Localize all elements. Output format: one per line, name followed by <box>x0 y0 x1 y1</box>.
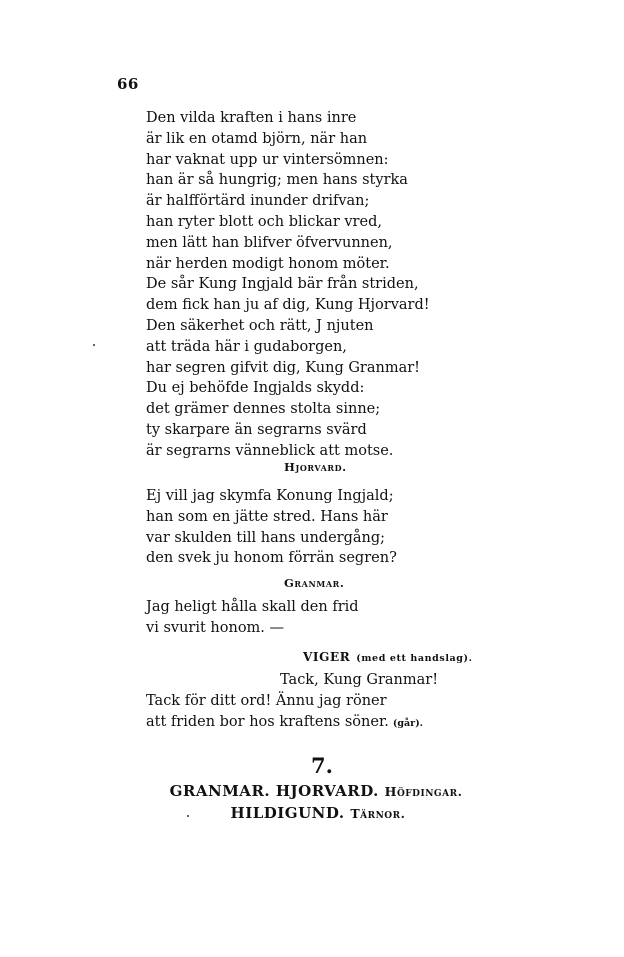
verse-block-3 <box>146 597 359 639</box>
verse-line: har segren gifvit dig, Kung Granmar! <box>146 359 420 376</box>
speaker-heading-hjorvard: Hjorvard. <box>284 460 347 474</box>
cast-group: Tärnor. <box>350 806 406 821</box>
verse-line: Ej vill jag skymfa Konung Ingjald; <box>146 488 394 504</box>
verse-line: har vaknat upp ur vintersömnen: <box>146 151 389 168</box>
speaker-heading-viger <box>303 650 473 664</box>
verse-line <box>146 712 423 735</box>
verse-line: han som en jätte stred. Hans här <box>146 508 388 525</box>
verse-line: är segrarns vänneblick att motse. <box>146 442 394 459</box>
speaker-heading-granmar: Granmar. <box>284 576 345 590</box>
verse-line: De sår Kung Ingjald bär från striden, <box>146 276 419 293</box>
verse-line: ty skarpare än segrarns svärd <box>146 421 367 438</box>
verse-block-2 <box>146 486 397 569</box>
cast-list-line-1 <box>4 782 624 800</box>
speaker-name: VIGER <box>303 650 351 664</box>
verse-line: är lik en otamd björn, när han <box>146 130 368 147</box>
cast-list-line-2 <box>6 804 624 822</box>
verse-line: Tack för ditt ord! Ännu jag röner <box>146 693 387 709</box>
verse-line: han ryter blott och blickar vred, <box>146 213 382 230</box>
verse-line: han är så hungrig; men hans styrka <box>146 172 408 189</box>
verse-block-1 <box>146 108 430 462</box>
verse-line: att träda här i gudaborgen, <box>146 338 347 355</box>
verse-line: den svek ju honom förrän segren? <box>146 550 397 567</box>
verse-line: när herden modigt honom möter. <box>146 255 390 272</box>
verse-line-indented: Tack, Kung Granmar! <box>280 672 439 688</box>
verse-block-4 <box>146 691 423 735</box>
stray-dot <box>93 344 95 346</box>
verse-line: Jag heligt hålla skall den frid <box>146 599 359 615</box>
page-number: 66 <box>117 75 139 93</box>
verse-line: var skulden till hans undergång; <box>146 529 386 546</box>
cast-group: Höfdingar. <box>384 784 463 799</box>
verse-text: att friden bor hos kraftens söner. <box>146 713 389 730</box>
verse-line: Den vilda kraften i hans inre <box>146 110 357 126</box>
verse-line: Du ej behöfde Ingjalds skydd: <box>146 380 365 397</box>
verse-line: det grämer dennes stolta sinne; <box>146 401 381 418</box>
verse-line: Den säkerhet och rätt, J njuten <box>146 317 374 334</box>
stage-direction-exit: (går). <box>392 717 423 729</box>
verse-line: är halfförtärd inunder drifvan; <box>146 193 370 210</box>
scene-number: 7. <box>311 753 333 778</box>
verse-line: men lätt han blifver öfvervunnen, <box>146 234 393 251</box>
verse-line: dem fick han ju af dig, Kung Hjorvard! <box>146 297 430 314</box>
verse-line: vi svurit honom. — <box>146 619 285 636</box>
stage-direction: (med ett handslag). <box>356 653 473 664</box>
cast-names: HILDIGUND. <box>230 804 345 822</box>
cast-names: GRANMAR. HJORVARD. <box>169 782 379 800</box>
